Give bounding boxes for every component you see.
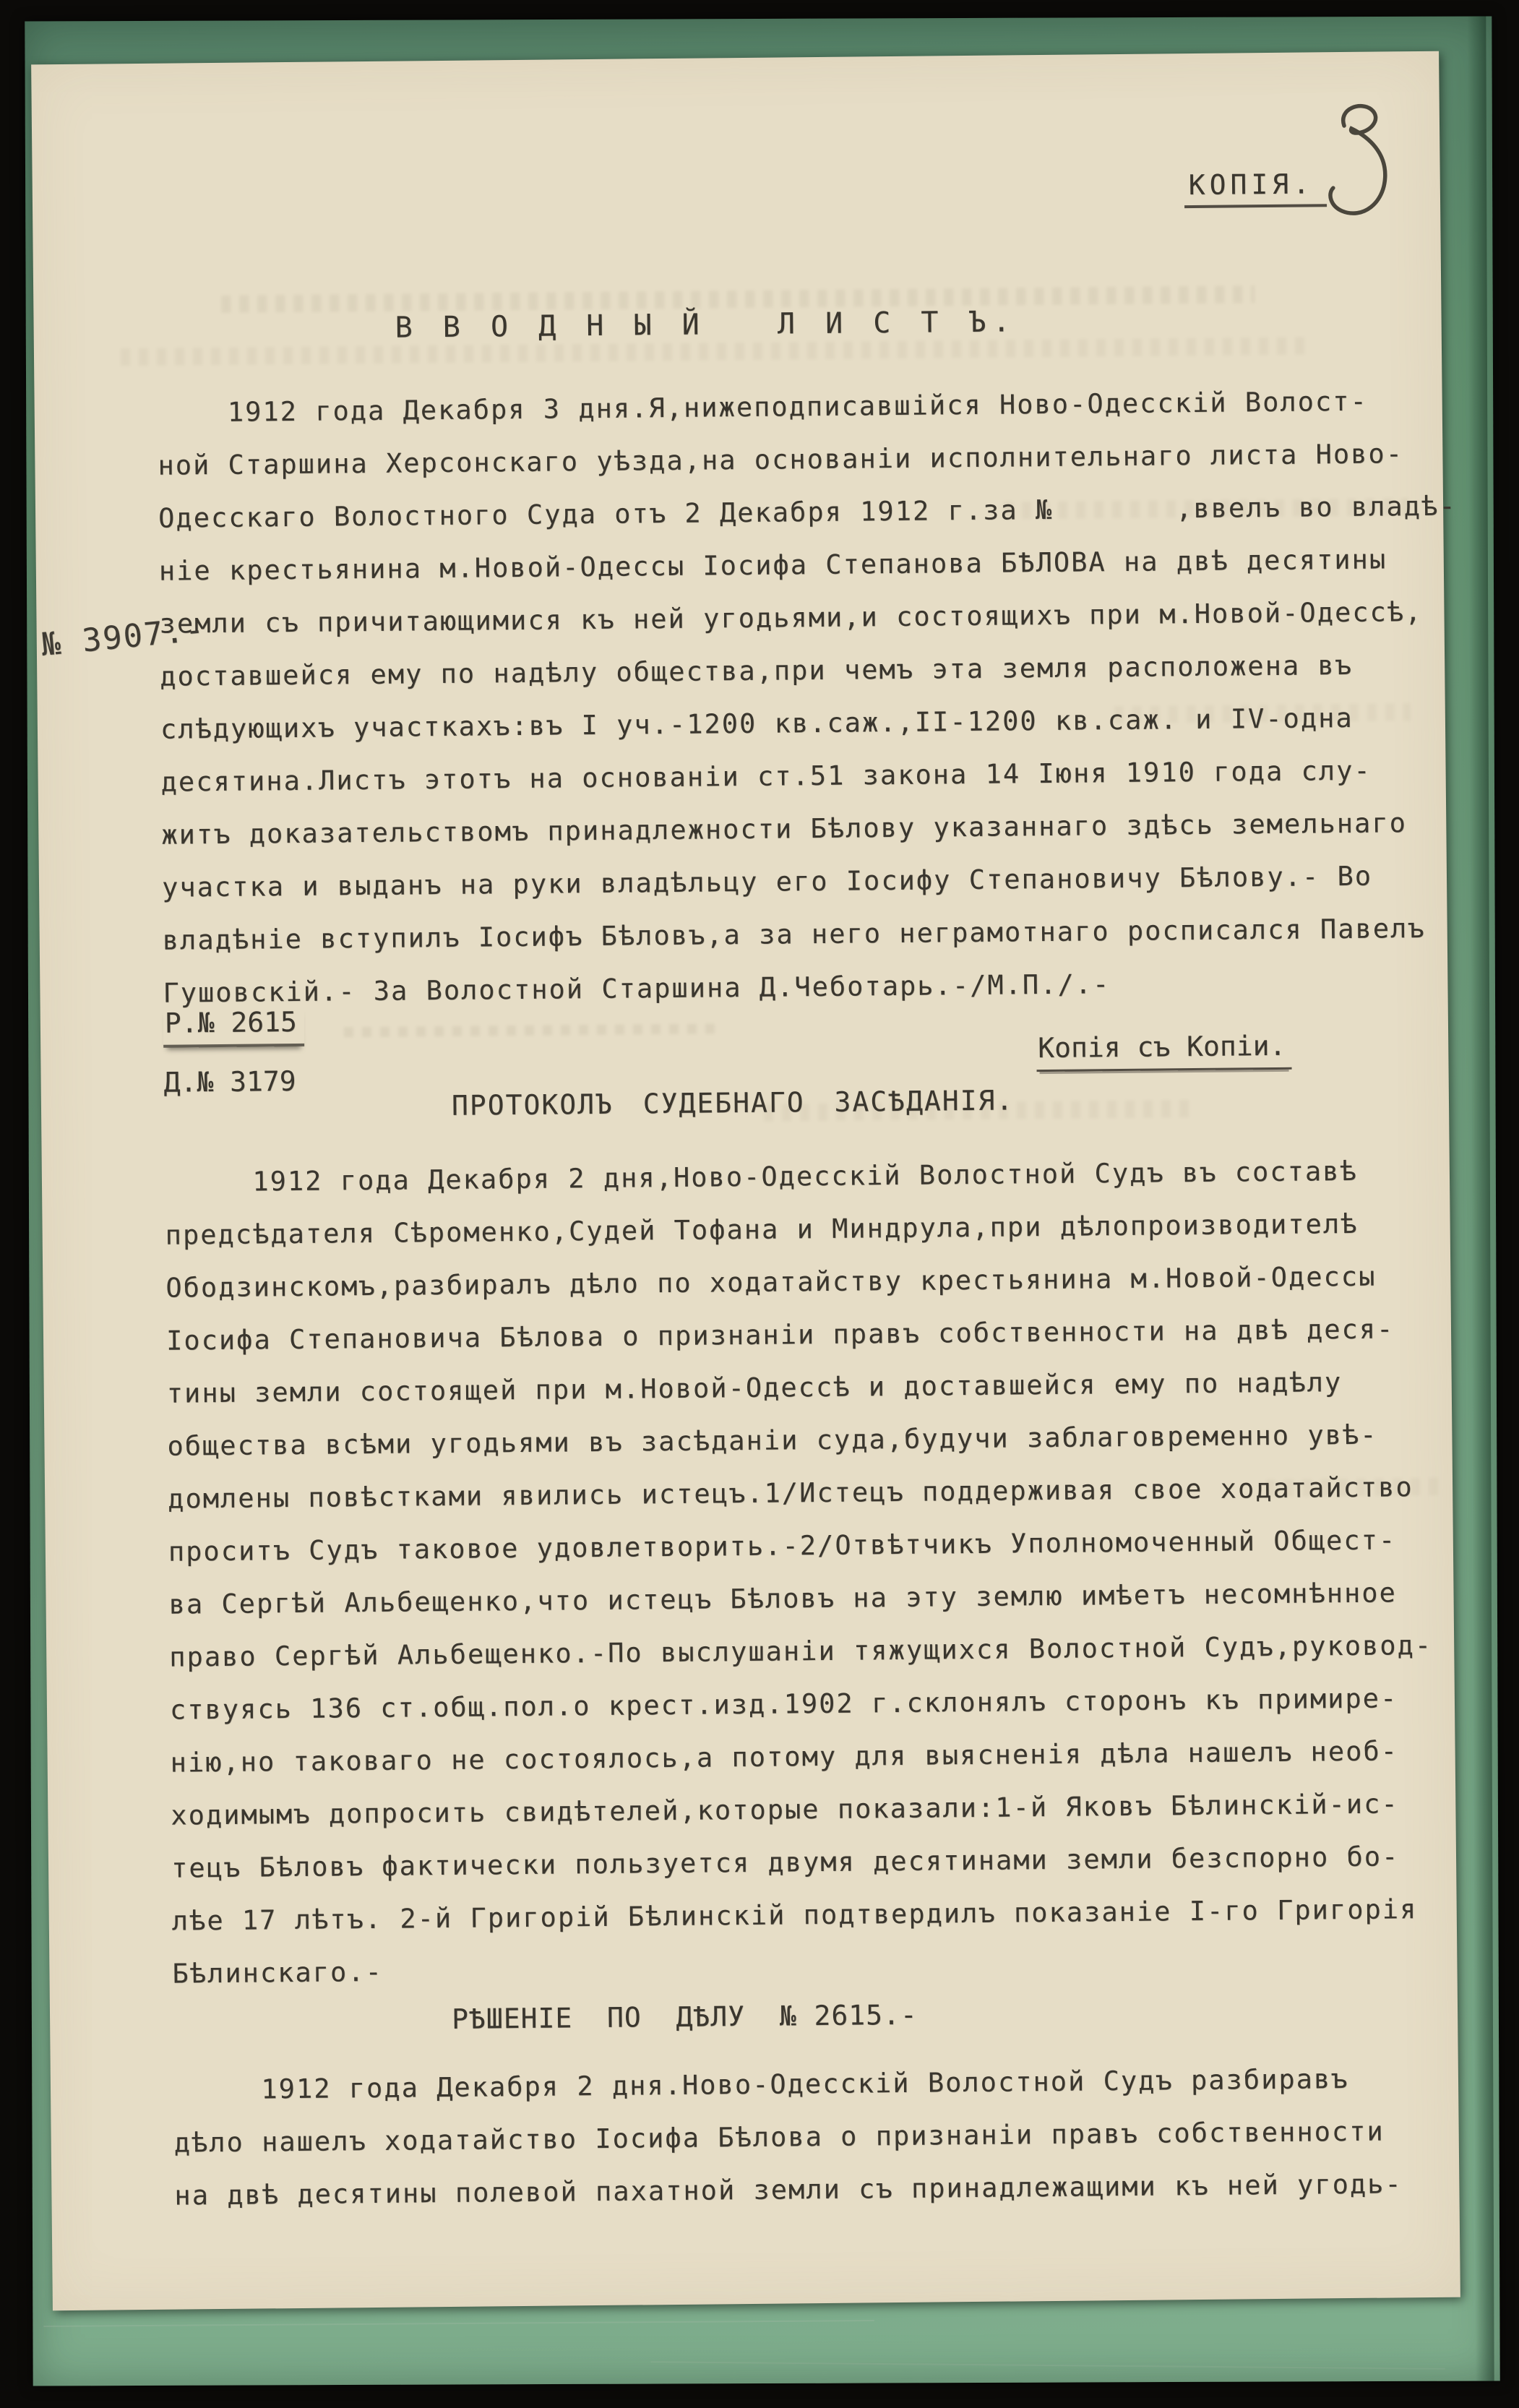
handwritten-page-number (1317, 99, 1427, 247)
copy-label: КОПІЯ. (1184, 168, 1327, 208)
text-line: ходимымъ допросить свидѣтелей,которые показали:1-й Яковъ Бѣлинскій-ис- (171, 1788, 1399, 1831)
text-line: земли съ причитающимися къ ней угодьями,и состоящихъ при м.Новой-Одессѣ, (159, 595, 1423, 640)
text-line: предсѣдателя Сѣроменко,Судей Тофана и Миндрула,при дѣлопроизводителѣ (165, 1208, 1359, 1251)
text-line: тецъ Бѣловъ фактически пользуется двумя десятинами земли безспорно бо- (171, 1841, 1400, 1884)
text-line: проситъ Судъ таковое удовлетворить.-2/Отвѣтчикъ Уполномоченный Общест- (168, 1524, 1397, 1568)
margin-case-number: № 3907.- (39, 611, 207, 664)
text-line: Ободзинскомъ,разбиралъ дѣло по ходатайству крестьянина м.Новой-Одессы (165, 1260, 1377, 1304)
text-line: Іосифа Степановича Бѣлова о признаніи правъ собственности на двѣ деся- (165, 1313, 1395, 1356)
register-number: Р.№ 2615 (163, 1006, 305, 1048)
text-line: домлены повѣстками явились истецъ.1/Истецъ поддерживая свое ходатайство (167, 1471, 1413, 1515)
vvodny-list-paragraph (157, 374, 1457, 1020)
text-line: лѣе 17 лѣтъ. 2-й Григорій Бѣлинскій подтвердилъ показаніе I-го Григорія (171, 1893, 1418, 1937)
document-page (31, 51, 1460, 2311)
document-title: В В О Д Н Ы Й Л И С Т Ъ. (395, 305, 1017, 345)
text-line: участка и выданъ на руки владѣльцу его Іосифу Степановичу Бѣлову.- Во (161, 860, 1373, 903)
handwritten-3-glyph (1317, 99, 1427, 244)
text-line: Гушовскій.- За Волостной Старшина Д.Чеботарь.-/М.П./.- (163, 968, 1111, 1009)
text-line: ніе крестьянина м.Новой-Одессы Іосифа Степанова БѢЛОВА на двѣ десятины (158, 543, 1387, 587)
protocol-paragraph (165, 1144, 1459, 2000)
text-line: 1912 года Декабря 2 дня,Ново-Одесскій Волостной Судъ въ составѣ (164, 1155, 1358, 1198)
bleed-through-text (121, 337, 1306, 366)
text-line: Одесскаго Волостного Суда отъ 2 Декабря 1912 г.за № ,ввелъ во владѣ- (158, 490, 1457, 534)
decision-paragraph (173, 2052, 1461, 2222)
text-line: тины земли состоящей при м.Новой-Одессѣ и доставшейся ему по надѣлу (166, 1367, 1343, 1409)
file-number: Д.№ 3179 (163, 1065, 296, 1098)
text-line: слѣдующихъ участкахъ:въ I уч.-1200 кв.саж.,II-1200 кв.саж. и IV-одна (160, 702, 1354, 745)
text-line: право Сергѣй Альбещенко.-По выслушаніи тяжущихся Волостной Судъ,руковод- (169, 1629, 1433, 1673)
text-line: на двѣ десятины полевой пахатной земли съ принадлежащими къ ней угодь- (174, 2168, 1403, 2211)
text-line: житъ доказательствомъ принадлежности Бѣлову указаннаго здѣсь земельнаго (161, 807, 1408, 851)
protocol-heading: ПРОТОКОЛЪ СУДЕБНАГО ЗАСѢДАНІЯ. (451, 1084, 1015, 1122)
bleed-through-text (344, 1023, 720, 1037)
text-line: Бѣлинскаго.- (172, 1956, 384, 1990)
text-line: ной Старшина Херсонскаго уѣзда,на основаніи исполнительнаго листа Ново- (158, 438, 1404, 481)
copy-of-copy-label: Копія съ Копіи. (1036, 1030, 1292, 1072)
text-line: 1912 года Декабря 2 дня.Ново-Одесскій Волостной Судъ разбиравъ (173, 2063, 1349, 2106)
text-line: десятина.Листъ этотъ на основаніи ст.51 закона 14 Іюня 1910 года слу- (160, 754, 1372, 798)
text-line: ва Сергѣй Альбещенко,что истецъ Бѣловъ на эту землю имѣетъ несомнѣнное (168, 1577, 1398, 1620)
text-line: ствуясь 136 ст.общ.пол.о крест.изд.1902 г.склонялъ сторонъ къ примире- (169, 1682, 1398, 1726)
text-line: доставшейся ему по надѣлу общества,при чемъ эта земля расположена въ (160, 649, 1354, 692)
text-line: дѣло нашелъ ходатайство Іосифа Бѣлова о признаніи правъ собственности (173, 2115, 1385, 2159)
text-line: общества всѣми угодьями въ засѣданіи суда,будучи заблаговременно увѣ- (167, 1419, 1378, 1462)
text-line: нію,но таковаго не состоялось,а потому для выясненія дѣла нашелъ необ- (170, 1735, 1399, 1779)
text-line: 1912 года Декабря 3 дня.Я,нижеподписавшійся Ново-Одесскій Волост- (157, 385, 1368, 429)
text-line: владѣніе вступилъ Іосифъ Бѣловъ,а за него неграмотнаго росписался Павелъ (162, 912, 1426, 956)
decision-heading: РѢШЕНІЕ ПО ДѢЛУ № 2615.- (451, 1998, 918, 2035)
